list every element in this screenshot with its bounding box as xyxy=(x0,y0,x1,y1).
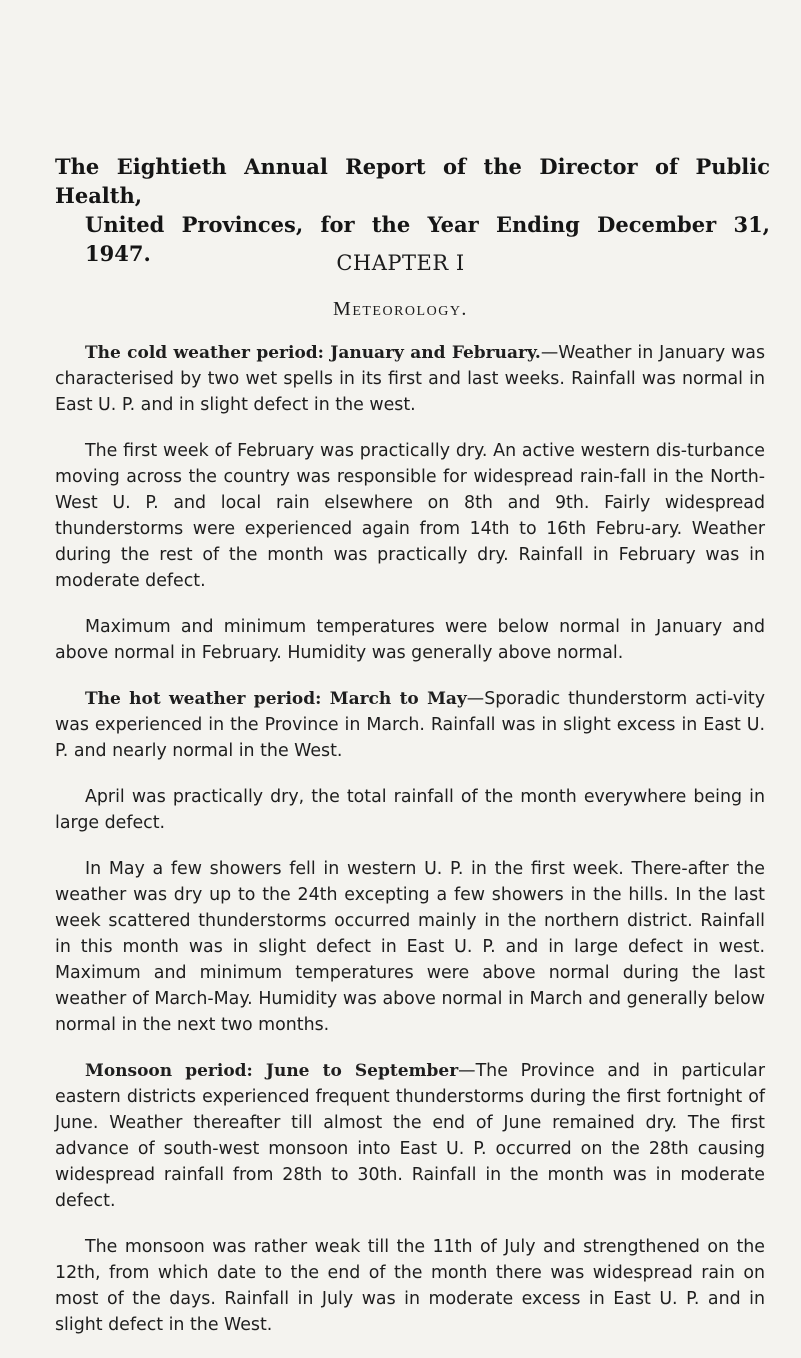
paragraph-text: The first week of February was practically dry. An active western dis-turbance moving across the country was responsible for widespread rain-fall in the North-West U. P. and local rain elsewhere on 8th and 9th. Fairly widespread thunderstorms were experienced again from 14th to 16th Febru-ary. Weather during the rest of the month was practically dry. Rainfall in February was in moderate defect. xyxy=(55,441,765,591)
paragraph-text: —Sporadic thunderstorm acti-vity was experienced in the Province in March. Rainfall was in slight excess in East U. P. and nearly normal in the West. xyxy=(55,689,765,761)
chapter-heading: CHAPTER I xyxy=(336,251,465,275)
section-heading-text: Meteorology. xyxy=(333,298,468,320)
paragraph-text: Maximum and minimum temperatures were below normal in January and above normal in February. Humidity was generally above normal. xyxy=(55,617,765,663)
report-title-line-3: 1947. xyxy=(85,241,151,266)
paragraph xyxy=(55,614,765,666)
paragraph-text: The monsoon was rather weak till the 11th of July and strengthened on the 12th, from which date to the end of the month there was widespread rain on most of the days. Rainfall in July was in moderate excess in East U. P. and in slight defect in the West. xyxy=(55,1237,765,1335)
paragraph-lead: Monsoon period: June to September xyxy=(85,1061,459,1081)
body-text xyxy=(55,340,765,1358)
section-heading xyxy=(0,298,801,321)
paragraph xyxy=(55,1058,765,1214)
paragraph xyxy=(55,340,765,418)
paragraph xyxy=(55,856,765,1038)
paragraph-lead: The cold weather period: January and February. xyxy=(85,343,541,363)
report-title-line-1: The Eightieth Annual Report of the Director of Public Health, xyxy=(55,154,770,208)
paragraph xyxy=(55,438,765,594)
paragraph-text: —The Province and in particular eastern districts experienced frequent thunderstorms during the first fortnight of June. Weather thereafter till almost the end of June remained dry. The first advance of south-west monsoon into East U. P. occurred on the 28th causing widespread rainfall from 28th to 30th. Rainfall in the month was in moderate defect. xyxy=(55,1061,765,1211)
paragraph-text: —Weather in January was characterised by two wet spells in its first and last weeks. Rainfall was normal in East U. P. and in slight defect in the west. xyxy=(55,343,766,415)
paragraph-lead: The hot weather period: March to May xyxy=(85,689,467,709)
paragraph xyxy=(55,784,765,836)
report-title-line-2: United Provinces, for the Year Ending December 31, xyxy=(85,212,770,237)
paragraph xyxy=(55,1234,765,1338)
paragraph-text: In May a few showers fell in western U. P. in the first week. There-after the weather was dry up to the 24th excepting a few showers in the hills. In the last week scattered thunderstorms occurred mainly in the northern district. Rainfall in this month was in slight defect in East U. P. and in large defect in west. Maximum and minimum temperatures were above normal during the last weather of March-May. Humidity was above normal in March and generally below normal in the next two months. xyxy=(55,859,765,1035)
paragraph xyxy=(55,686,765,764)
paragraph-text: April was practically dry, the total rainfall of the month everywhere being in large defect. xyxy=(55,787,765,833)
